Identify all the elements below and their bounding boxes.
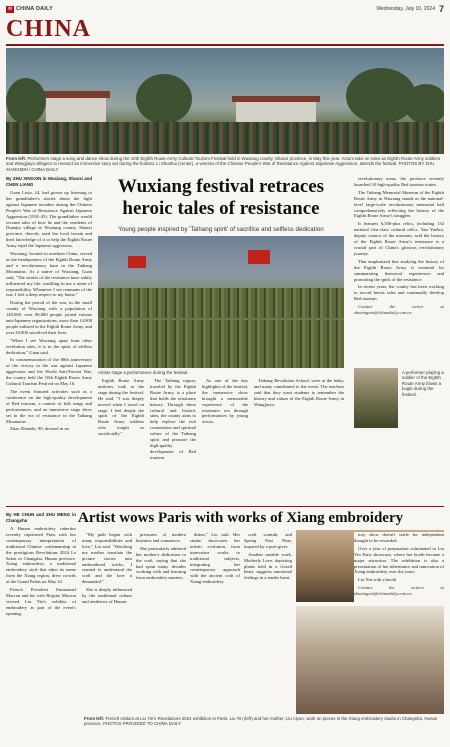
article-divider (6, 506, 444, 507)
paragraph: The Taihang Memorial Museum of the Eighth Route Army in Wuxiang stands as the national-level large-scale revolutionary memorial hall comprehensively reflecting the history of the Eighth Route Army's struggles. (354, 189, 444, 219)
paragraph: In commemoration of the 80th anniversary of the victory in the war against Japanese aggression and the World Anti-Fascist War, the county held the 10th Eighth Route Army Cultural Tourism Festival on May 16. (6, 357, 92, 387)
festival-performance-photo (98, 236, 344, 368)
article-column-2 (98, 378, 144, 506)
bugle-soldier-photo (354, 368, 398, 428)
photo-credit: PHOTOS BY ZHU XIANGMIN / CHINA DAILY (6, 161, 435, 172)
page-header (6, 4, 444, 14)
paragraph: dition," Liu said. Her studio showcases her artistic evolution, from innovative works to traditional subjects, integrating her contemporary approach with the ancient craft of Xiang embroidery. (190, 532, 240, 585)
paragraph: As one of the key highlights of the festival, the immersive show brought a memorable experience of the resistance era through performances by young actors. (202, 378, 248, 425)
mid-photo-caption: Artists stage a performance during the festival. (98, 370, 189, 375)
paragraph: "When I see Wuxiang apart from other revolution sites, it is in the spirit of selfless dedication," Guan said. (6, 337, 92, 355)
contact-line: Contact the writers at zhuxingxin@chinadaily.com.cn (354, 585, 444, 596)
article-column-4 (202, 378, 248, 506)
paragraph: She is deeply influenced by the traditional culture and aesthetics of Hunan. (82, 587, 132, 604)
paragraph: She particularly admired her mother's dedication to the craft, saying that she had spent many decades working with and learning from embroidery masters. (136, 545, 186, 581)
china-daily-logo-icon: 中 (8, 6, 12, 11)
paragraph: French President Emmanuel Macron and his wife Brigitte Macron viewed Liu Yin's exhibits of embroidery as part of the event's opening. (6, 587, 76, 616)
section-title: CHINA (6, 16, 92, 42)
festival-top-photo (6, 48, 444, 154)
article-right-column (354, 176, 444, 366)
paragraph: The Taihang region, traveled by the Eighth Route Army, is a place that holds the resistance history. Through these cultural and historic sites, the county aims to help explore the rich connotation and spiritual values of the Taihang spirit and promote the high-quality development of Red tourism. (150, 378, 196, 460)
paragraph: The event featured activities such as a conference on the high-quality development of Red tourism, a contest of folk songs and performances, and an immersive stage show set in the era of resistance in the Taihang Mountains. (6, 389, 92, 424)
artist-column-1 (6, 512, 76, 712)
artist-column-6 (354, 532, 444, 602)
article-column-5 (254, 378, 344, 506)
artist-photo-caption (84, 716, 444, 727)
paragraph: Another notable work, Motherly Love, depicting plants held in a closed heart, suggests emotional feelings in a tender heart. (244, 551, 292, 581)
artist-column-4 (190, 532, 240, 712)
artist-column-2 (82, 532, 132, 712)
paragraph: Liu Yin with a booth (358, 577, 397, 583)
paragraph: It features 6,500-plus relics, including 134 national first-class cultural relics. Yan Yuehui, deputy curator of the museum, said the history of the Eighth Route Army's resistance is a crucial part of China's glorious revolutionary journey. (354, 221, 444, 256)
paragraph: revolutionary areas, the province recently launched 10 high-quality Red tourism routes. (354, 176, 444, 187)
embroidery-studio-photo (296, 606, 444, 714)
paragraph: A Hunan embroidery inheritor recently captivated Paris with her contemporary interpretation of traditional Chinese craftsmanship at the prestigious Revelations 2024 Le Salon in Changsha, Hunan province. Xiang embroidery, a traditional embroidery style that takes its name from the Xiang region, drew crowds at the Grand Palais on May 22. (6, 526, 76, 585)
paragraph: Wuxiang, located in northern China, served as the headquarters of the Eighth Route Army and a revolutionary base in the Taihang Mountains. As a native of Wuxiang, Guan said, "The stories of the resistance have subtly influenced my life, instilling in me a sense of responsibility. Whenever I see remnants of the war, I feel a deep respect to my home." (6, 251, 92, 298)
paragraph: Taihang Revolution School, were at the helm, and many contributed to the event. The teachers said that they want students to remember the history and values of the Eighth Route Army in Wangjiayu. (254, 378, 344, 407)
paragraph: Over a year of preparation culminated in Liu Yin Paris showcase, where her booth became a major attraction. The exhibition is also a presentation of her inheritance and innovation of Xiang embroidery over the years. (354, 545, 444, 575)
artist-byline: By HE CHUN and ZHU MENG in Changsha (6, 512, 76, 523)
brand-name: CHINA DAILY (16, 6, 53, 12)
paragraph: tory show doesn't settle for independent thought to be rewarded. (354, 532, 444, 543)
paragraph: Guan Lixia, 24, had grown up listening to her grandfather's stories about the fight against Japanese invaders during the Chinese People's War of Resistance Against Japanese Aggression (1931-45). The grandfather would recount tales of how he and the residents of Duanjiu village in Wuxiang county, Shanxi province, directly used the local terrain and their knowledge of it to help the Eighth Route Army repel the Japanese aggressors. (6, 190, 92, 249)
paragraph: That emphasized that studying the history of the Eighth Route Army is essential for summarizing historical experiences and promoting the spirit of the resistance. (354, 258, 444, 282)
paragraph: craft warmth, and Spring Past Nine, inspired by a poet giver. (244, 532, 292, 549)
top-photo-caption (6, 156, 444, 172)
article-subhead: Young people inspired by 'Taihang spirit' of sacrifice and selfless dedication (118, 226, 324, 233)
paragraph: In recent years, the county has been working to record heroic tales and continually develop Red tourism. (354, 284, 444, 302)
paragraph: During the period of the war, in the small county of Wuxiang with a population of 140,000, over 90,000 people joined various anti-Japanese organizations, more than 14,000 people enlisted in the Eighth Route Army, and over 20,000 sacrificed their lives. (6, 300, 92, 335)
issue-date: Wednesday, July 10, 2024 (376, 6, 435, 12)
caption-text: French visitors at Liu Yin's Revelations 2024 exhibition in Paris. Liu Yin (left) and her mother, Liu Aiyun, work on pieces in the Xiang embroidery studio in Changsha, Hunan province. (84, 716, 438, 727)
small-photo-caption: A performer playing a soldier of the Eighth Route Army blows a bugle during the festival. (402, 370, 444, 397)
paragraph: Zhao Zhenzhi, 90, dressed in an (10, 426, 69, 432)
section-divider (6, 44, 444, 46)
paragraph: "My path began with many responsibilities and love," Liu said. "Watching my mother translate the picture stories into embroidered works, I wanted to understand the craft and the love it demanded." (82, 532, 132, 585)
contact-line: Contact the writer at zhuxingxin@chinadaily.com.cn (354, 304, 444, 315)
paragraph: Eighth Route Army uniform, took to the stage during the festival. He said, "I was deeply moved when I stood on stage. I feel deeply the spirit of the Eighth Route Army soldiers who fought so sacrificially." (98, 378, 144, 437)
caption-text: Performers stage a song and dance show during the 10th Eighth Route Army Cultural Tourism Festival held in Wuxiang county, Shanxi province, in May this year. Actors take on roles as Eighth Route Army soldiers and Wangjiayu villagers to reenact an immersive story set during the festival. Li Shunhui (center), a veteran of the Chinese People's War of Resistance Against Japanese Aggression, attends the festival. (6, 156, 441, 167)
article-column-3 (150, 378, 196, 506)
photo-credit: PHOTOS PROVIDED TO CHINA DAILY (103, 721, 182, 727)
artist-column-5 (244, 532, 292, 712)
page-number: 7 (438, 4, 444, 14)
article-left-column (6, 176, 92, 506)
article-byline: By ZHU XINGXIN in Wuxiang, Shanxi and CHEN LIANG (6, 176, 92, 187)
article-headline: Wuxiang festival retraces heroic tales of resistance (117, 176, 325, 219)
caption-label: From left: (6, 156, 27, 161)
artist-column-3 (136, 532, 186, 712)
artist-headline: Artist wows Paris with works of Xiang embroidery (78, 510, 404, 526)
caption-label: From left: (84, 716, 105, 721)
paragraph: pressures of modern business and commerce. (136, 532, 186, 543)
